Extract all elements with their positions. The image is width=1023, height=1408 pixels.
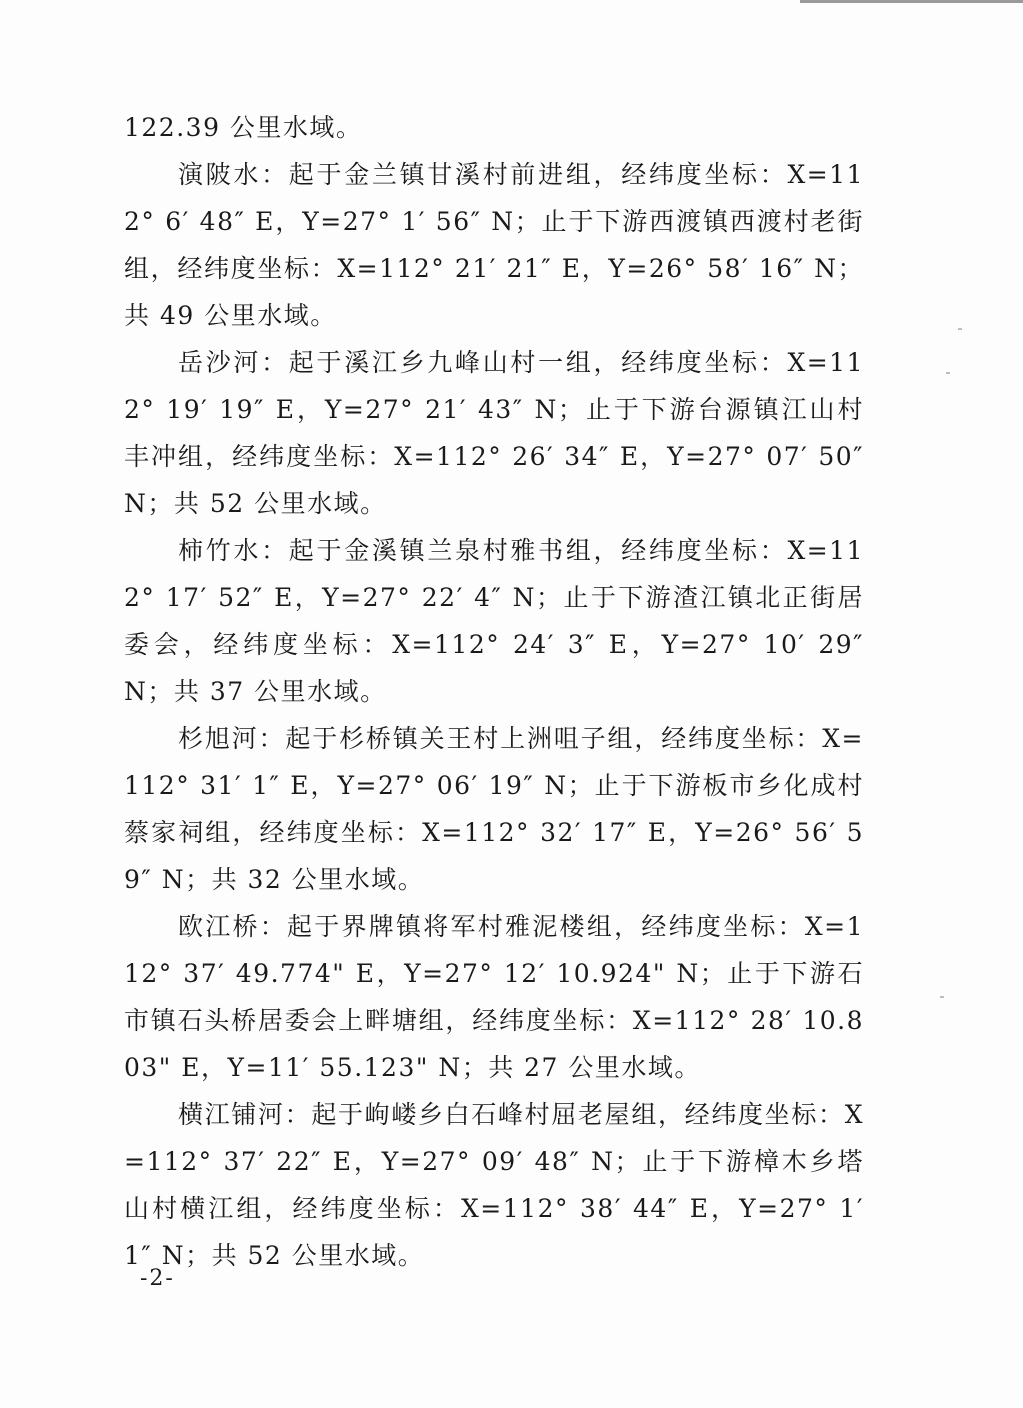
scan-speck (946, 372, 950, 374)
scan-speck (958, 328, 962, 330)
paragraph-shanxuhe: 杉旭河：起于杉桥镇关王村上洲咀子组，经纬度坐标：X=112° 31′ 1″ E，Y=27° 06′ 19″ N；止于下游板市乡化成村蔡家祠组，经纬度坐标：X=112° 32′ 17″ E，Y=26° 56′ 59″ N；共 32 公里水域。 (124, 724, 864, 894)
top-edge-rule (800, 0, 1023, 3)
paragraph-hengjiangpuhe: 横江铺河：起于岣嵝乡白石峰村屈老屋组，经纬度坐标：X=112° 37′ 22″ E，Y=27° 09′ 48″ N；止于下游樟木乡塔山村横江组，经纬度坐标：X=112° 38′ 44″ E，Y=27° 1′ 1″ N；共 52 公里水域。 (124, 1100, 864, 1270)
paragraph-oujiangqiao: 欧江桥：起于界牌镇将军村雅泥楼组，经纬度坐标：X=112° 37′ 49.774" E，Y=27° 12′ 10.924" N；止于下游石市镇石头桥居委会上畔塘组，经纬度坐标：X=112° 28′ 10.803" E，Y=11′ 55.123" N；共 27 公里水域。 (124, 912, 864, 1082)
paragraph-continuation: 122.39 公里水域。 (124, 113, 363, 142)
paragraph-yanbeishui: 演陂水：起于金兰镇甘溪村前进组，经纬度坐标：X=112° 6′ 48″ E，Y=27° 1′ 56″ N；止于下游西渡镇西渡村老街组，经纬度坐标：X=112° 21′ 21″ E，Y=26° 58′ 16″ N；共 49 公里水域。 (124, 160, 864, 330)
scan-speck (940, 996, 944, 998)
page-number: -2- (140, 1266, 175, 1291)
document-body (124, 104, 864, 1279)
paragraph-yueshahe: 岳沙河：起于溪江乡九峰山村一组，经纬度坐标：X=112° 19′ 19″ E，Y=27° 21′ 43″ N；止于下游台源镇江山村丰冲组，经纬度坐标：X=112° 26′ 34″ E，Y=27° 07′ 50″ N；共 52 公里水域。 (124, 348, 864, 518)
paragraph-shizhushui: 柿竹水：起于金溪镇兰泉村雅书组，经纬度坐标：X=112° 17′ 52″ E，Y=27° 22′ 4″ N；止于下游渣江镇北正街居委会，经纬度坐标：X=112° 24′ 3″ E，Y=27° 10′ 29″ N；共 37 公里水域。 (124, 536, 864, 706)
